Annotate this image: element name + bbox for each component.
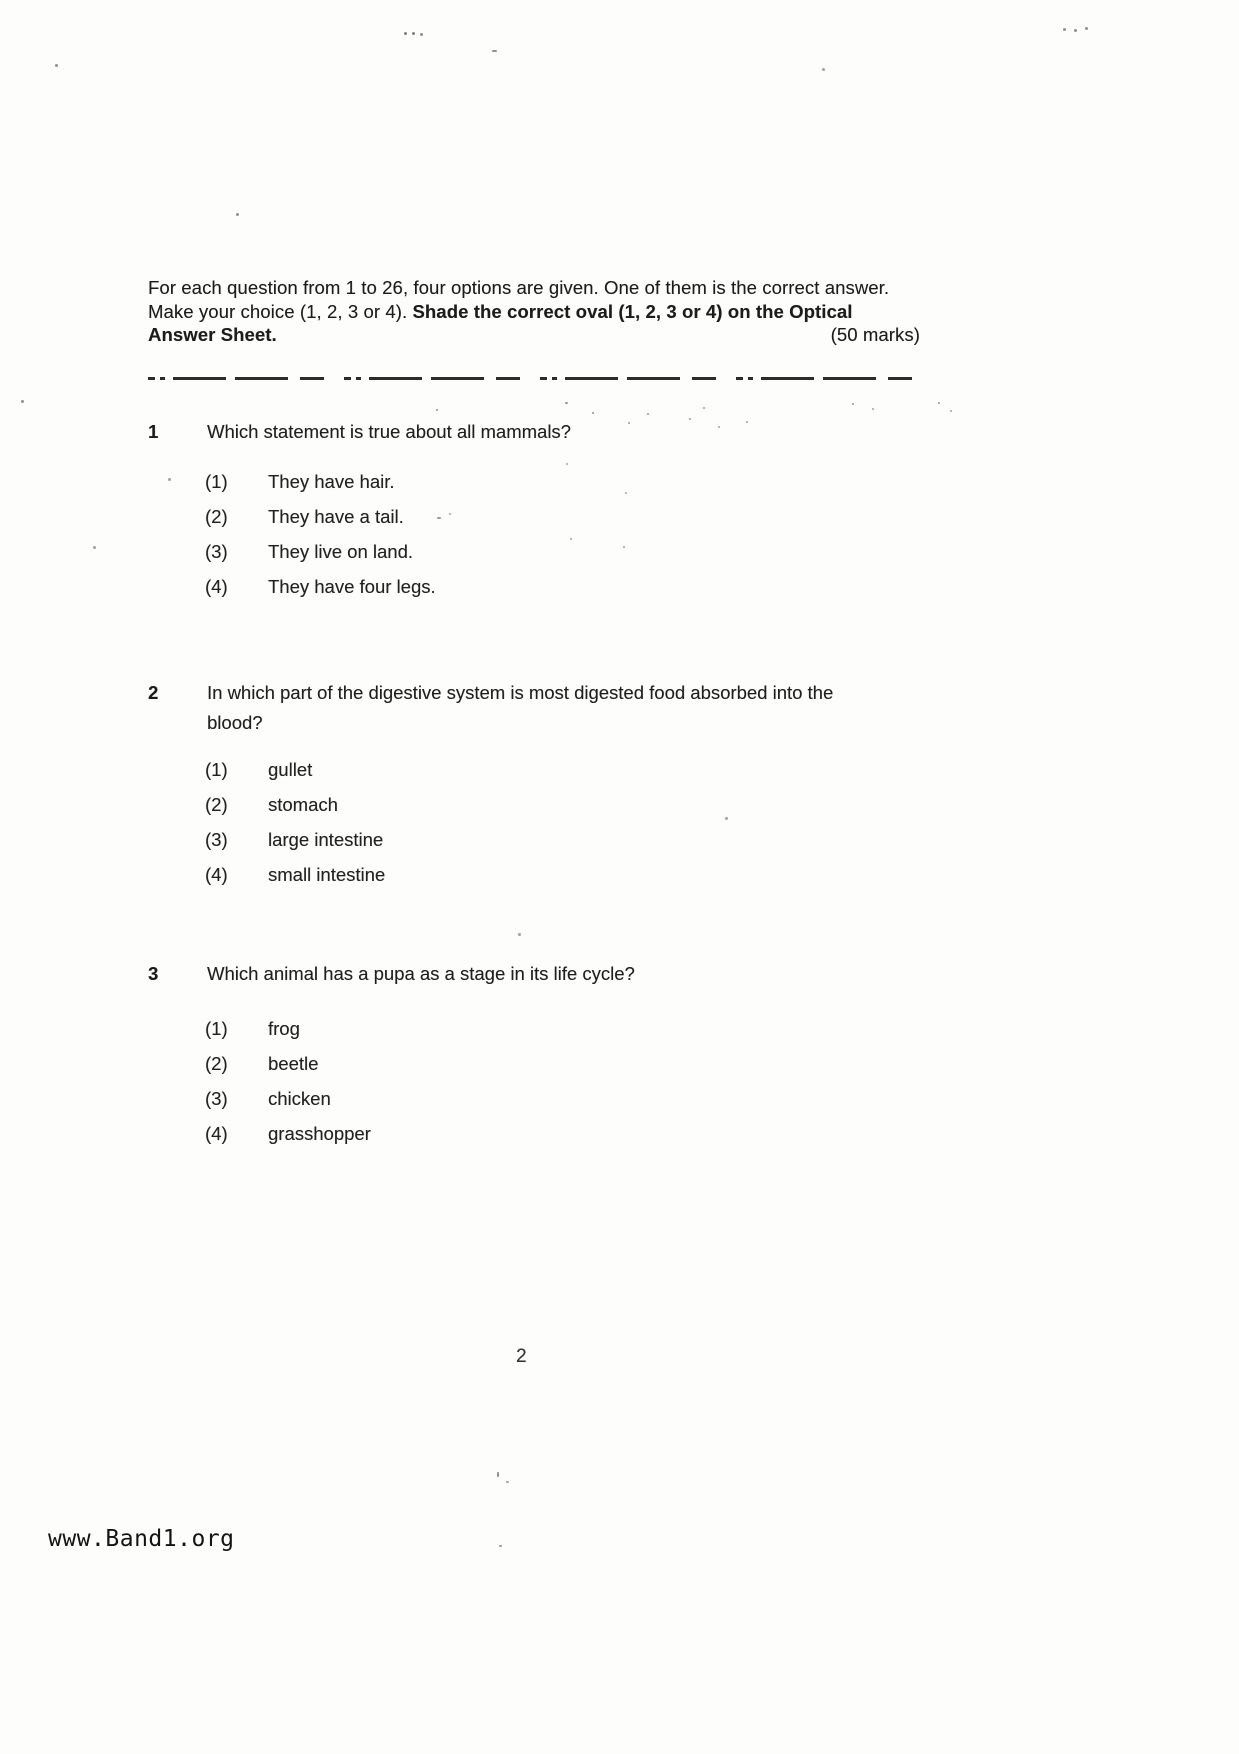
option-label: (3) [205, 829, 228, 850]
instructions-line2-bold: Shade the correct oval (1, 2, 3 or 4) on the Optical [412, 300, 853, 322]
scan-speck [872, 408, 874, 410]
question-number: 1 [148, 421, 159, 442]
question-number: 2 [148, 682, 159, 703]
option-label: (3) [205, 541, 228, 562]
scan-speck [822, 68, 825, 71]
option-row [205, 758, 930, 781]
scan-speck [404, 32, 407, 35]
scan-speck [1063, 28, 1066, 31]
scan-speck [168, 478, 171, 481]
instructions-line1: For each question from 1 to 26, four options are given. One of them is the correct answer. [148, 277, 890, 298]
option-row [205, 540, 930, 563]
site-watermark: www.Band1.org [48, 1526, 235, 1552]
question-3-stem [148, 959, 930, 989]
question-2 [148, 678, 930, 898]
option-label: (2) [205, 1053, 228, 1074]
scan-speck [718, 426, 720, 428]
scan-speck [412, 32, 415, 35]
question-2-stem [148, 678, 930, 738]
option-row [205, 863, 930, 886]
option-label: (1) [205, 1018, 228, 1039]
option-text: beetle [268, 1053, 319, 1074]
option-label: (4) [205, 576, 228, 597]
section-instructions [148, 276, 920, 347]
option-text: chicken [268, 1088, 331, 1109]
scan-speck [506, 1481, 509, 1483]
dashed-separator [148, 377, 916, 380]
option-row [205, 828, 930, 851]
scan-speck [497, 1472, 499, 1477]
scan-speck [725, 817, 728, 820]
scan-speck [1085, 27, 1088, 30]
option-text: grasshopper [268, 1123, 371, 1144]
scan-speck [1074, 29, 1077, 32]
option-label: (4) [205, 864, 228, 885]
option-text: stomach [268, 794, 338, 815]
option-label: (1) [205, 759, 228, 780]
option-text: gullet [268, 759, 313, 780]
scan-speck [628, 422, 630, 424]
instructions-line3-bold: Answer Sheet. [148, 324, 277, 345]
option-text: frog [268, 1018, 300, 1039]
scan-speck [623, 546, 625, 548]
option-label: (4) [205, 1123, 228, 1144]
scan-speck [689, 418, 691, 420]
option-text: They have a tail. [268, 506, 404, 527]
option-row [205, 1017, 930, 1040]
scan-speck [950, 410, 952, 412]
scan-speck [492, 50, 497, 52]
scan-speck [449, 513, 451, 515]
option-text: large intestine [268, 829, 384, 850]
scan-speck [746, 421, 748, 423]
option-row [205, 1052, 930, 1075]
option-text: small intestine [268, 864, 386, 885]
option-row [205, 793, 930, 816]
scan-speck [565, 402, 568, 404]
question-1 [148, 417, 930, 610]
scan-speck [518, 933, 521, 936]
instructions-line2 [148, 300, 920, 324]
instructions-line2-normal: Make your choice (1, 2, 3 or 4). [148, 300, 413, 322]
option-row [205, 1087, 930, 1110]
scan-speck [21, 400, 24, 403]
scan-speck [437, 517, 441, 519]
scan-speck [938, 402, 940, 404]
scan-speck [55, 64, 58, 67]
scan-speck [570, 538, 572, 540]
option-row [205, 1122, 930, 1145]
question-text: In which part of the digestive system is most digested food absorbed into the blood? [207, 682, 834, 733]
option-row [205, 470, 930, 493]
question-3 [148, 959, 930, 1157]
question-3-options [205, 1017, 930, 1145]
instructions-line3 [148, 323, 920, 347]
scan-speck [625, 492, 627, 494]
question-text: Which statement is true about all mammals? [207, 421, 571, 442]
option-label: (2) [205, 506, 228, 527]
question-text: Which animal has a pupa as a stage in its life cycle? [207, 963, 635, 984]
marks-label: (50 marks) [830, 324, 920, 345]
page-number: 2 [516, 1346, 527, 1367]
scan-speck [852, 403, 854, 405]
scan-speck [499, 1545, 502, 1547]
scan-speck [436, 409, 438, 411]
option-text: They have four legs. [268, 576, 436, 597]
scan-speck [420, 33, 423, 36]
option-label: (1) [205, 471, 228, 492]
scan-speck [93, 546, 96, 549]
question-number: 3 [148, 963, 159, 984]
option-label: (2) [205, 794, 228, 815]
scan-speck [236, 213, 239, 216]
option-row [205, 575, 930, 598]
question-1-stem [148, 417, 930, 447]
scan-speck [703, 407, 705, 409]
question-1-options [205, 470, 930, 598]
scan-speck [566, 463, 568, 465]
scan-speck [647, 413, 649, 415]
scan-speck [592, 412, 594, 414]
question-2-options [205, 758, 930, 886]
option-label: (3) [205, 1088, 228, 1109]
option-text: They live on land. [268, 541, 414, 562]
option-text: They have hair. [268, 471, 395, 492]
option-row [205, 505, 930, 528]
